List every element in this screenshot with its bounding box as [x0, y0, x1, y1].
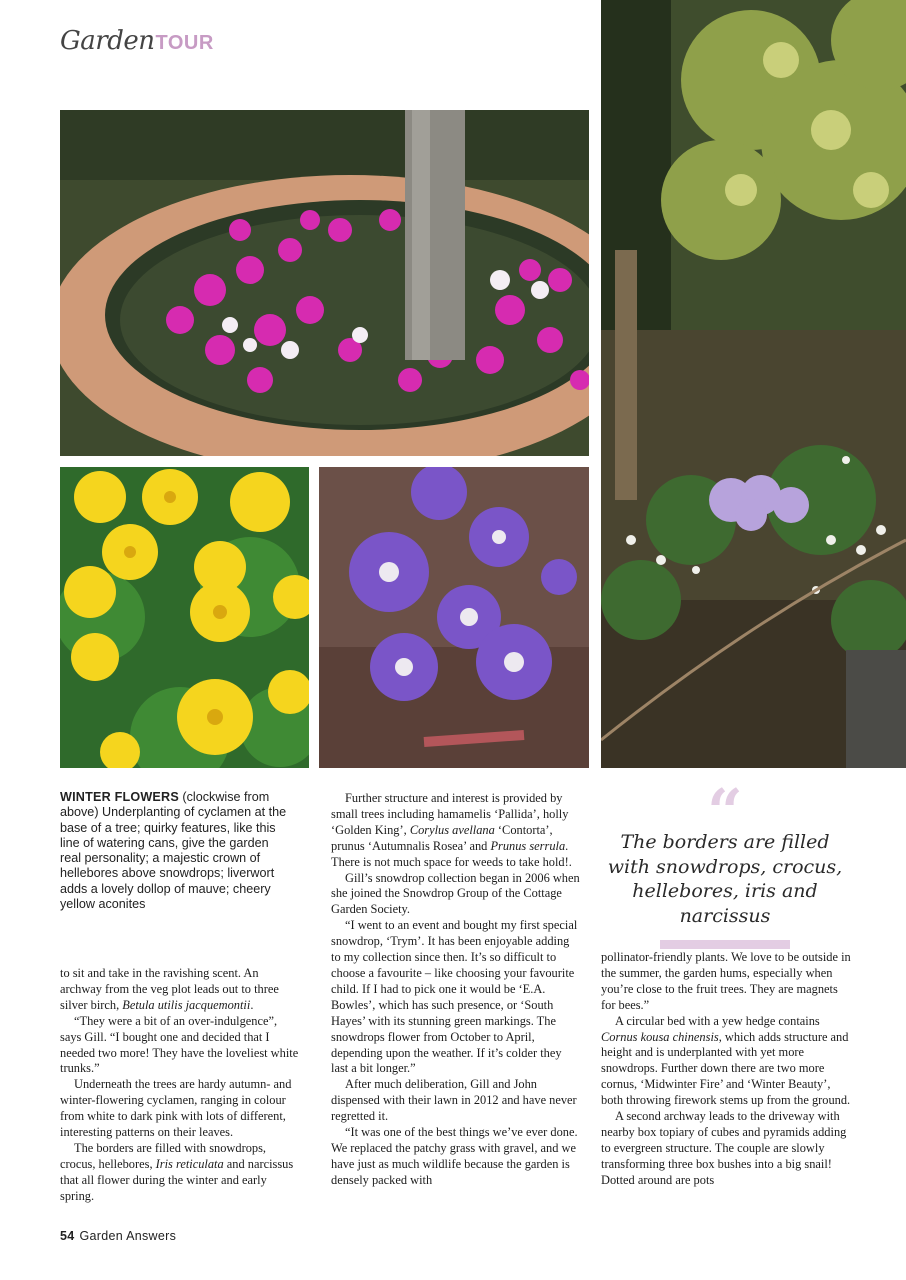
body-column-3 [601, 950, 851, 1189]
text-run: The borders are filled with snowdrops, crocus, hellebores, [60, 1140, 267, 1171]
photo-aconites [60, 467, 309, 768]
pull-quote-rule [660, 940, 790, 949]
text-run: A circular bed with a yew hedge contains [615, 1013, 820, 1028]
page-footer [60, 1229, 176, 1243]
text-run: . [250, 997, 254, 1012]
caption-lead: WINTER FLOWERS [60, 790, 179, 804]
text-run: and narcissus that all flower during the winter and early spring. [60, 1156, 294, 1203]
text-run: to sit and take in the ravishing scent. An archway from the veg plot leads out to three silver birch, [60, 966, 279, 1012]
photo-caption [60, 790, 292, 912]
photo-liverwort [319, 467, 589, 768]
paragraph: “It was one of the best things we’ve ever done. We replaced the patchy grass with gravel, and we have just as much wildlife because the garden is densely packed with [331, 1125, 578, 1187]
body-column-2 [331, 791, 581, 1189]
paragraph: A second archway leads to the driveway with nearby box topiary of cubes and pyramids adding to evergreen structure. The couple are slowly transforming three box bushes into a big snail! Dotted around are pots [601, 1109, 847, 1187]
italic-run: Betula utilis jacquemontii [122, 997, 251, 1012]
paragraph: “They were a bit of an over-indulgence”, says Gill. “I bought one and decided that I needed two more! They have the loveliest white trunks.” [60, 1013, 299, 1076]
body-column-1 [60, 966, 300, 1205]
page-number: 54 [60, 1229, 75, 1243]
italic-run: Iris reticulata [155, 1156, 224, 1171]
text-run: Further structure and interest is provided by small trees including hamamelis ‘Pallida’, holly ‘Golden King’, [331, 791, 569, 837]
photo-hellebores-border [601, 0, 906, 768]
paragraph: Underneath the trees are hardy autumn- and winter-flowering cyclamen, ranging in colour from white to dark pink with lots of different, interesting patterns on their leaves. [60, 1077, 292, 1140]
italic-run: Corylus avellana [409, 822, 495, 837]
text-run: ‘Contorta’, prunus ‘Autumnalis Rosea’ and [331, 822, 553, 853]
text-run: , which adds structure and height and is underplanted with yet more snowdrops. Further down there are two more cornus, ‘Midwinter Fire’ and ‘Winter Beauty’, both throwing firework stems up from the ground. [601, 1029, 851, 1108]
section-label-bold: TOUR [155, 32, 214, 54]
paragraph [60, 966, 300, 1014]
paragraph: After much deliberation, Gill and John dispensed with their lawn in 2012 and have never regretted it. [331, 1077, 577, 1124]
magazine-name: Garden Answers [79, 1229, 177, 1243]
paragraph [331, 791, 581, 871]
paragraph: Gill’s snowdrop collection began in 2006 when she joined the Snowdrop Group of the Cottage Garden Society. [331, 870, 580, 917]
section-header [60, 26, 214, 62]
paragraph: “I went to an event and bought my first special snowdrop, ‘Trym’. It has been enjoyable adding to my collection since then. It’s so difficult to choose a favourite – like choosing your favourite child. If I had to pick one it would be ‘E.A. Bowles’, which has such presence, or ‘South Hayes’ with its stunning green markings. The snowdrops flower from October to April, depending upon the weather. If it’s colder they last a bit longer.” [331, 918, 578, 1076]
italic-run: Cornus kousa chinensis [601, 1029, 719, 1044]
paragraph [60, 1141, 300, 1205]
italic-run: Prunus serrula [490, 838, 566, 853]
photo-cyclamen [60, 110, 589, 456]
pull-quote [600, 775, 850, 949]
section-label-script: Garden [60, 26, 155, 56]
pull-quote-text: The borders are filled with snowdrops, crocus, hellebores, iris and narcissus [607, 831, 843, 927]
paragraph [601, 1014, 851, 1109]
caption-text: (clockwise from above) Underplanting of cyclamen at the base of a tree; quirky features, like this line of watering cans, give the garden real personality; a majestic crown of hellebores above snowdrops; liverwort adds a lovely dollop of mauve; cheery yellow aconites [60, 790, 287, 912]
paragraph: pollinator-friendly plants. We love to be outside in the summer, the garden hums, especially when you’re close to the fruit trees. They are magnets for bees.” [601, 950, 851, 1012]
text-run: . There is not much space for weeds to take hold!. [331, 838, 572, 869]
quote-mark-icon: “ [707, 775, 743, 848]
